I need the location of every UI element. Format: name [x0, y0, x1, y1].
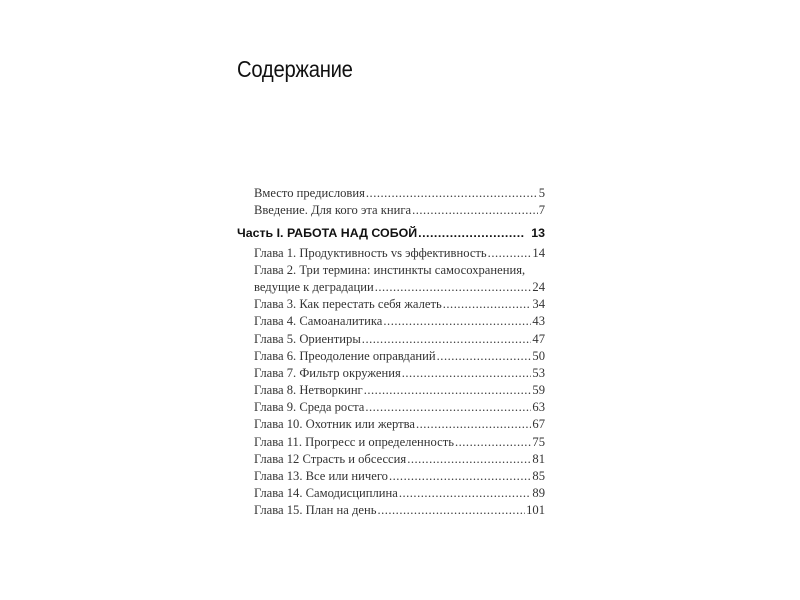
- dot-leader: [366, 185, 538, 202]
- toc-entry-page: 47: [532, 331, 545, 346]
- toc-entry-page: 101: [526, 503, 545, 518]
- dot-leader: [418, 225, 524, 242]
- toc-entry-chapter[interactable]: [237, 348, 545, 365]
- toc-entry-chapter[interactable]: [237, 416, 545, 433]
- toc-entry-label: Глава 5. Ориентиры: [254, 331, 361, 346]
- toc-entry-chapter[interactable]: [237, 313, 545, 330]
- toc-entry-part-1[interactable]: [237, 225, 545, 242]
- dot-leader: [412, 202, 538, 219]
- dot-leader: [362, 331, 532, 348]
- toc-entry-foreword[interactable]: [237, 185, 545, 202]
- toc-entry-label: Введение. Для кого эта книга: [254, 203, 412, 218]
- toc-entry-page: 89: [532, 486, 545, 501]
- toc-entry-chapter[interactable]: [237, 331, 545, 348]
- dot-leader: [416, 416, 531, 433]
- toc-entry-label: Глава 12 Страсть и обсессия: [254, 451, 407, 466]
- toc-entry-page: 14: [532, 245, 545, 260]
- toc-entry-page: 63: [532, 400, 545, 415]
- toc-entry-label: Глава 3. Как перестать себя жалеть: [254, 297, 442, 312]
- dot-leader: [455, 434, 531, 451]
- toc-entry-chapter[interactable]: [237, 451, 545, 468]
- toc-entry-page: 50: [532, 348, 545, 363]
- toc-entry-label: Глава 15. План на день: [254, 503, 377, 518]
- page-title: Содержание: [237, 56, 353, 82]
- toc-entry-chapter[interactable]: [237, 365, 545, 382]
- toc-entry-label: Глава 8. Нетворкинг: [254, 383, 363, 398]
- toc-entry-label: Глава 11. Прогресс и определенность: [254, 434, 454, 449]
- toc-entry-page: 67: [532, 417, 545, 432]
- toc-entry-label: Глава 7. Фильтр окружения: [254, 365, 401, 380]
- toc-entry-page: 53: [532, 365, 545, 380]
- dot-leader: [389, 468, 531, 485]
- toc-entry-label: Глава 10. Охотник или жертва: [254, 417, 415, 432]
- toc-entry-label: Вместо предисловия: [254, 186, 365, 200]
- dot-leader: [488, 245, 532, 262]
- toc-entry-introduction[interactable]: [237, 202, 545, 219]
- toc-entry-label: Глава 1. Продуктивность vs эффективность: [254, 245, 487, 260]
- toc-entry-page: 85: [532, 469, 545, 483]
- toc-entry-page: 5: [538, 186, 545, 200]
- toc-entry-page: 75: [532, 434, 545, 449]
- toc-entry-chapter[interactable]: [237, 382, 545, 399]
- toc-entry-chapter[interactable]: [237, 468, 545, 485]
- toc-entry-label: Глава 14. Самодисциплина: [254, 486, 398, 501]
- dot-leader: [437, 348, 532, 365]
- toc-entry-page: 24: [532, 279, 545, 294]
- toc-entry-page: 59: [532, 383, 545, 398]
- dot-leader: [402, 365, 532, 382]
- toc-entry-page: 43: [532, 314, 545, 329]
- toc-entry-page: 13: [531, 226, 545, 241]
- toc-entry-label: Глава 13. Все или ничего: [254, 469, 388, 483]
- dot-leader: [377, 502, 525, 519]
- dot-leader: [364, 382, 532, 399]
- toc-entry-chapter[interactable]: [237, 485, 545, 502]
- toc-entry-page: 81: [532, 451, 545, 466]
- toc-entry-chapter[interactable]: [237, 245, 545, 262]
- toc-entry-label[interactable]: Глава 2. Три термина: инстинкты самосохранения,: [254, 262, 526, 277]
- toc-entry-page: 7: [538, 203, 545, 218]
- toc-entry-chapter[interactable]: [237, 296, 545, 313]
- toc-entry-chapter[interactable]: [237, 502, 545, 519]
- toc-entry-chapter[interactable]: [237, 279, 545, 296]
- dot-leader: [383, 313, 531, 330]
- toc-entry-label: Глава 6. Преодоление оправданий: [254, 348, 436, 363]
- toc-entry-label: Глава 9. Среда роста: [254, 400, 365, 415]
- toc-entry-label: Глава 4. Самоаналитика: [254, 314, 383, 329]
- dot-leader: [399, 485, 532, 502]
- dot-leader: [407, 451, 531, 468]
- dot-leader: [443, 296, 532, 313]
- toc-entry-chapter[interactable]: [237, 434, 545, 451]
- toc-entry-page: 34: [532, 297, 545, 312]
- table-of-contents: [237, 185, 545, 520]
- toc-entry-label: Часть I. РАБОТА НАД СОБОЙ: [237, 226, 418, 241]
- dot-leader: [375, 279, 532, 296]
- toc-entry-label: ведущие к деградации: [254, 279, 374, 294]
- toc-entry-chapter[interactable]: [237, 399, 545, 416]
- dot-leader: [365, 399, 531, 416]
